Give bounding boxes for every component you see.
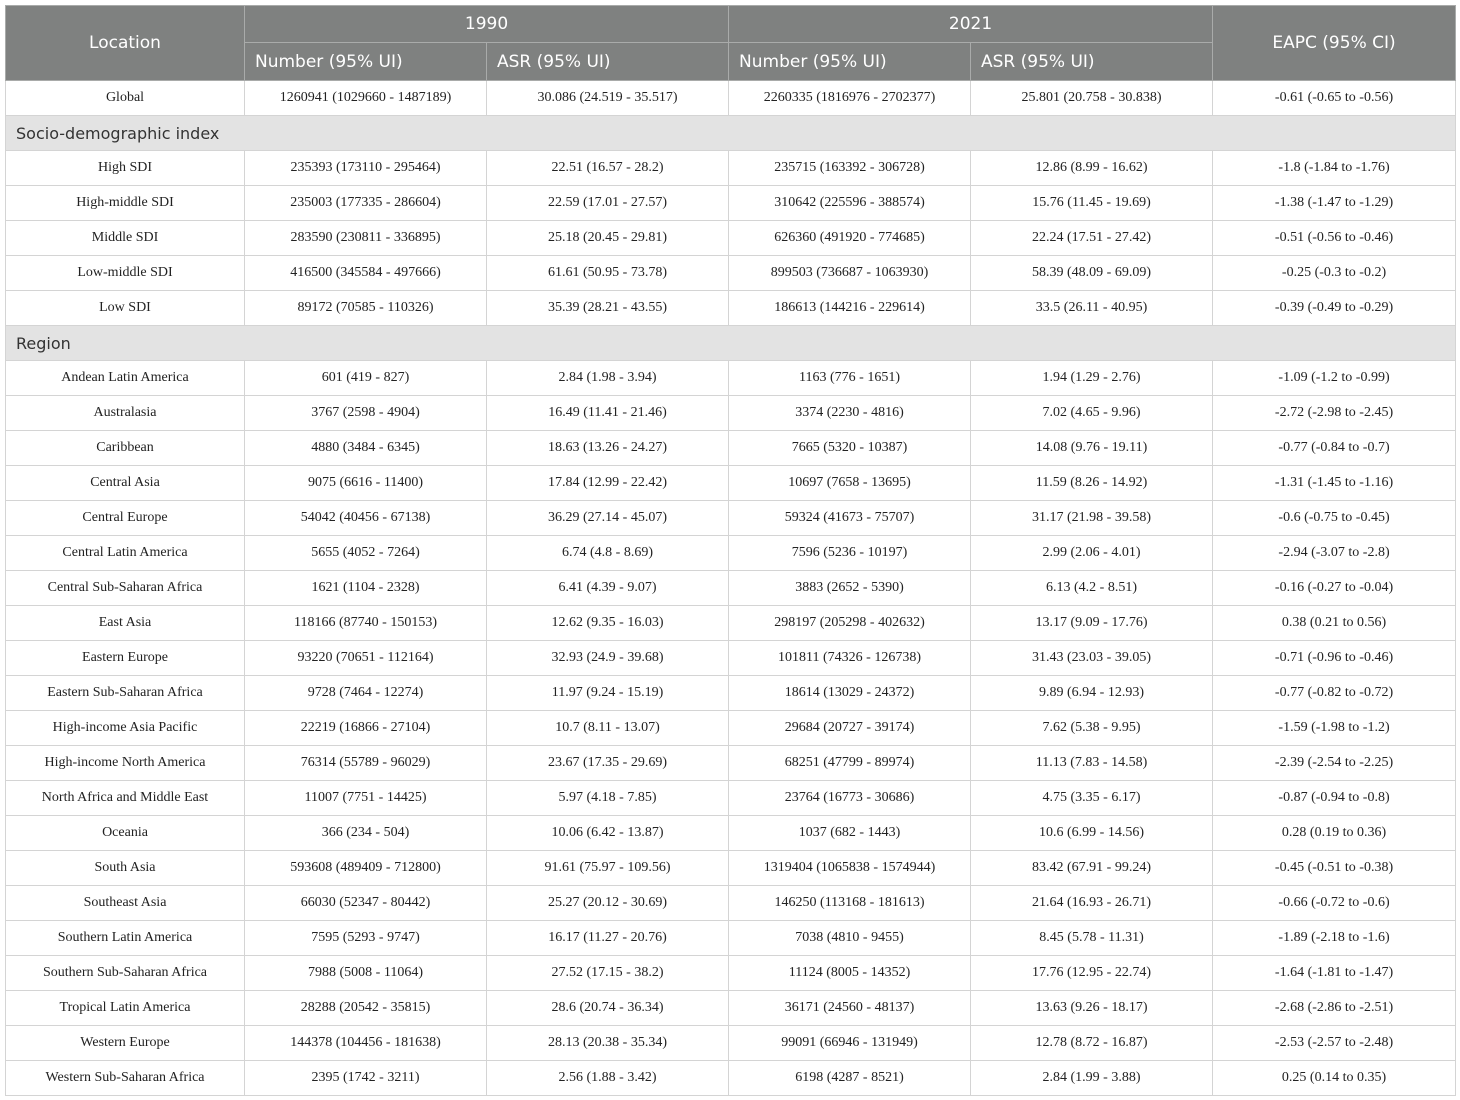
cell-number-2021: 146250 (113168 - 181613) xyxy=(729,886,971,921)
cell-location: Middle SDI xyxy=(6,221,245,256)
cell-asr-1990: 18.63 (13.26 - 24.27) xyxy=(487,431,729,466)
cell-eapc: -1.09 (-1.2 to -0.99) xyxy=(1213,361,1456,396)
cell-number-2021: 6198 (4287 - 8521) xyxy=(729,1061,971,1096)
cell-asr-1990: 11.97 (9.24 - 15.19) xyxy=(487,676,729,711)
cell-asr-1990: 16.17 (11.27 - 20.76) xyxy=(487,921,729,956)
cell-eapc: -0.71 (-0.96 to -0.46) xyxy=(1213,641,1456,676)
cell-number-1990: 22219 (16866 - 27104) xyxy=(245,711,487,746)
cell-number-2021: 1037 (682 - 1443) xyxy=(729,816,971,851)
cell-number-1990: 7595 (5293 - 9747) xyxy=(245,921,487,956)
cell-number-1990: 89172 (70585 - 110326) xyxy=(245,291,487,326)
cell-asr-2021: 14.08 (9.76 - 19.11) xyxy=(971,431,1213,466)
cell-asr-1990: 28.13 (20.38 - 35.34) xyxy=(487,1026,729,1061)
cell-asr-1990: 35.39 (28.21 - 43.55) xyxy=(487,291,729,326)
cell-location: Low-middle SDI xyxy=(6,256,245,291)
cell-asr-1990: 91.61 (75.97 - 109.56) xyxy=(487,851,729,886)
cell-location: Global xyxy=(6,81,245,116)
cell-location: Southern Latin America xyxy=(6,921,245,956)
cell-location: High-income Asia Pacific xyxy=(6,711,245,746)
section-row xyxy=(6,116,1456,151)
cell-number-1990: 235003 (177335 - 286604) xyxy=(245,186,487,221)
cell-location: Oceania xyxy=(6,816,245,851)
table-row xyxy=(6,396,1456,431)
cell-number-2021: 10697 (7658 - 13695) xyxy=(729,466,971,501)
table-row xyxy=(6,641,1456,676)
section-row xyxy=(6,326,1456,361)
cell-asr-1990: 2.84 (1.98 - 3.94) xyxy=(487,361,729,396)
cell-number-1990: 283590 (230811 - 336895) xyxy=(245,221,487,256)
cell-location: Tropical Latin America xyxy=(6,991,245,1026)
cell-location: Andean Latin America xyxy=(6,361,245,396)
cell-location: Australasia xyxy=(6,396,245,431)
table-row xyxy=(6,991,1456,1026)
header-location: Location xyxy=(6,6,245,81)
cell-asr-2021: 31.43 (23.03 - 39.05) xyxy=(971,641,1213,676)
cell-asr-1990: 12.62 (9.35 - 16.03) xyxy=(487,606,729,641)
cell-location: East Asia xyxy=(6,606,245,641)
cell-asr-2021: 6.13 (4.2 - 8.51) xyxy=(971,571,1213,606)
cell-number-2021: 1163 (776 - 1651) xyxy=(729,361,971,396)
cell-number-2021: 626360 (491920 - 774685) xyxy=(729,221,971,256)
cell-number-1990: 76314 (55789 - 96029) xyxy=(245,746,487,781)
table-row xyxy=(6,186,1456,221)
cell-eapc: -0.66 (-0.72 to -0.6) xyxy=(1213,886,1456,921)
cell-eapc: -0.77 (-0.84 to -0.7) xyxy=(1213,431,1456,466)
cell-eapc: -0.39 (-0.49 to -0.29) xyxy=(1213,291,1456,326)
cell-location: High-middle SDI xyxy=(6,186,245,221)
cell-location: Central Sub-Saharan Africa xyxy=(6,571,245,606)
cell-eapc: -2.72 (-2.98 to -2.45) xyxy=(1213,396,1456,431)
table-row xyxy=(6,676,1456,711)
cell-eapc: 0.28 (0.19 to 0.36) xyxy=(1213,816,1456,851)
cell-asr-1990: 22.51 (16.57 - 28.2) xyxy=(487,151,729,186)
cell-location: Eastern Europe xyxy=(6,641,245,676)
cell-asr-1990: 6.74 (4.8 - 8.69) xyxy=(487,536,729,571)
table-row xyxy=(6,886,1456,921)
cell-location: Eastern Sub-Saharan Africa xyxy=(6,676,245,711)
cell-asr-1990: 10.06 (6.42 - 13.87) xyxy=(487,816,729,851)
header-number-2021: Number (95% UI) xyxy=(729,43,971,81)
table-body xyxy=(6,81,1456,1096)
cell-number-2021: 235715 (163392 - 306728) xyxy=(729,151,971,186)
cell-asr-2021: 7.02 (4.65 - 9.96) xyxy=(971,396,1213,431)
cell-location: Caribbean xyxy=(6,431,245,466)
cell-eapc: 0.38 (0.21 to 0.56) xyxy=(1213,606,1456,641)
table-row xyxy=(6,956,1456,991)
cell-asr-2021: 12.86 (8.99 - 16.62) xyxy=(971,151,1213,186)
cell-number-2021: 23764 (16773 - 30686) xyxy=(729,781,971,816)
cell-number-1990: 118166 (87740 - 150153) xyxy=(245,606,487,641)
header-year-1990: 1990 xyxy=(245,6,729,43)
table-row xyxy=(6,571,1456,606)
cell-asr-1990: 32.93 (24.9 - 39.68) xyxy=(487,641,729,676)
cell-location: Southeast Asia xyxy=(6,886,245,921)
cell-number-1990: 366 (234 - 504) xyxy=(245,816,487,851)
cell-asr-1990: 2.56 (1.88 - 3.42) xyxy=(487,1061,729,1096)
table-row xyxy=(6,151,1456,186)
cell-asr-1990: 25.27 (20.12 - 30.69) xyxy=(487,886,729,921)
cell-asr-1990: 6.41 (4.39 - 9.07) xyxy=(487,571,729,606)
cell-eapc: -0.16 (-0.27 to -0.04) xyxy=(1213,571,1456,606)
cell-eapc: 0.25 (0.14 to 0.35) xyxy=(1213,1061,1456,1096)
cell-eapc: -0.77 (-0.82 to -0.72) xyxy=(1213,676,1456,711)
cell-asr-2021: 58.39 (48.09 - 69.09) xyxy=(971,256,1213,291)
header-asr-1990: ASR (95% UI) xyxy=(487,43,729,81)
cell-asr-2021: 83.42 (67.91 - 99.24) xyxy=(971,851,1213,886)
cell-location: South Asia xyxy=(6,851,245,886)
cell-number-2021: 3883 (2652 - 5390) xyxy=(729,571,971,606)
cell-number-1990: 4880 (3484 - 6345) xyxy=(245,431,487,466)
table-row xyxy=(6,501,1456,536)
cell-eapc: -1.8 (-1.84 to -1.76) xyxy=(1213,151,1456,186)
cell-asr-2021: 15.76 (11.45 - 19.69) xyxy=(971,186,1213,221)
cell-number-2021: 899503 (736687 - 1063930) xyxy=(729,256,971,291)
cell-asr-2021: 11.59 (8.26 - 14.92) xyxy=(971,466,1213,501)
header-number-1990: Number (95% UI) xyxy=(245,43,487,81)
cell-eapc: -0.25 (-0.3 to -0.2) xyxy=(1213,256,1456,291)
cell-number-1990: 144378 (104456 - 181638) xyxy=(245,1026,487,1061)
cell-asr-1990: 36.29 (27.14 - 45.07) xyxy=(487,501,729,536)
table-row xyxy=(6,606,1456,641)
cell-location: Central Europe xyxy=(6,501,245,536)
cell-asr-2021: 17.76 (12.95 - 22.74) xyxy=(971,956,1213,991)
table-container xyxy=(5,5,1455,1096)
cell-number-1990: 5655 (4052 - 7264) xyxy=(245,536,487,571)
section-label: Socio-demographic index xyxy=(6,116,1456,151)
table-row xyxy=(6,816,1456,851)
cell-location: Low SDI xyxy=(6,291,245,326)
cell-number-1990: 601 (419 - 827) xyxy=(245,361,487,396)
cell-eapc: -2.68 (-2.86 to -2.51) xyxy=(1213,991,1456,1026)
cell-location: Southern Sub-Saharan Africa xyxy=(6,956,245,991)
table-row xyxy=(6,711,1456,746)
cell-number-1990: 11007 (7751 - 14425) xyxy=(245,781,487,816)
cell-asr-1990: 5.97 (4.18 - 7.85) xyxy=(487,781,729,816)
cell-asr-2021: 10.6 (6.99 - 14.56) xyxy=(971,816,1213,851)
cell-asr-2021: 31.17 (21.98 - 39.58) xyxy=(971,501,1213,536)
cell-number-1990: 416500 (345584 - 497666) xyxy=(245,256,487,291)
table-row xyxy=(6,851,1456,886)
cell-number-1990: 3767 (2598 - 4904) xyxy=(245,396,487,431)
cell-eapc: -1.59 (-1.98 to -1.2) xyxy=(1213,711,1456,746)
cell-asr-2021: 4.75 (3.35 - 6.17) xyxy=(971,781,1213,816)
cell-eapc: -0.61 (-0.65 to -0.56) xyxy=(1213,81,1456,116)
cell-number-2021: 29684 (20727 - 39174) xyxy=(729,711,971,746)
cell-location: High SDI xyxy=(6,151,245,186)
cell-number-2021: 59324 (41673 - 75707) xyxy=(729,501,971,536)
cell-asr-1990: 10.7 (8.11 - 13.07) xyxy=(487,711,729,746)
cell-number-2021: 186613 (144216 - 229614) xyxy=(729,291,971,326)
table-row xyxy=(6,291,1456,326)
cell-asr-2021: 25.801 (20.758 - 30.838) xyxy=(971,81,1213,116)
cell-asr-1990: 16.49 (11.41 - 21.46) xyxy=(487,396,729,431)
cell-eapc: -0.87 (-0.94 to -0.8) xyxy=(1213,781,1456,816)
cell-eapc: -2.39 (-2.54 to -2.25) xyxy=(1213,746,1456,781)
cell-number-2021: 101811 (74326 - 126738) xyxy=(729,641,971,676)
table-row xyxy=(6,431,1456,466)
cell-number-2021: 99091 (66946 - 131949) xyxy=(729,1026,971,1061)
table-row xyxy=(6,536,1456,571)
cell-number-2021: 7596 (5236 - 10197) xyxy=(729,536,971,571)
cell-asr-2021: 7.62 (5.38 - 9.95) xyxy=(971,711,1213,746)
cell-number-2021: 1319404 (1065838 - 1574944) xyxy=(729,851,971,886)
cell-asr-1990: 27.52 (17.15 - 38.2) xyxy=(487,956,729,991)
cell-eapc: -0.51 (-0.56 to -0.46) xyxy=(1213,221,1456,256)
cell-asr-1990: 25.18 (20.45 - 29.81) xyxy=(487,221,729,256)
table-row xyxy=(6,746,1456,781)
cell-number-2021: 68251 (47799 - 89974) xyxy=(729,746,971,781)
cell-eapc: -1.64 (-1.81 to -1.47) xyxy=(1213,956,1456,991)
table-row xyxy=(6,1061,1456,1096)
cell-number-1990: 2395 (1742 - 3211) xyxy=(245,1061,487,1096)
table-row xyxy=(6,781,1456,816)
cell-eapc: -2.53 (-2.57 to -2.48) xyxy=(1213,1026,1456,1061)
cell-location: North Africa and Middle East xyxy=(6,781,245,816)
table-header xyxy=(6,6,1456,81)
cell-number-1990: 28288 (20542 - 35815) xyxy=(245,991,487,1026)
cell-number-1990: 7988 (5008 - 11064) xyxy=(245,956,487,991)
cell-number-1990: 1260941 (1029660 - 1487189) xyxy=(245,81,487,116)
cell-asr-2021: 11.13 (7.83 - 14.58) xyxy=(971,746,1213,781)
header-asr-2021: ASR (95% UI) xyxy=(971,43,1213,81)
cell-location: Western Europe xyxy=(6,1026,245,1061)
cell-eapc: -1.31 (-1.45 to -1.16) xyxy=(1213,466,1456,501)
header-year-2021: 2021 xyxy=(729,6,1213,43)
cell-location: Western Sub-Saharan Africa xyxy=(6,1061,245,1096)
cell-asr-2021: 2.99 (2.06 - 4.01) xyxy=(971,536,1213,571)
cell-eapc: -2.94 (-3.07 to -2.8) xyxy=(1213,536,1456,571)
cell-number-1990: 66030 (52347 - 80442) xyxy=(245,886,487,921)
cell-eapc: -1.38 (-1.47 to -1.29) xyxy=(1213,186,1456,221)
cell-number-1990: 235393 (173110 - 295464) xyxy=(245,151,487,186)
cell-number-2021: 7038 (4810 - 9455) xyxy=(729,921,971,956)
cell-asr-1990: 61.61 (50.95 - 73.78) xyxy=(487,256,729,291)
cell-number-1990: 1621 (1104 - 2328) xyxy=(245,571,487,606)
cell-number-2021: 298197 (205298 - 402632) xyxy=(729,606,971,641)
cell-number-2021: 11124 (8005 - 14352) xyxy=(729,956,971,991)
cell-number-2021: 7665 (5320 - 10387) xyxy=(729,431,971,466)
cell-asr-2021: 12.78 (8.72 - 16.87) xyxy=(971,1026,1213,1061)
cell-asr-2021: 9.89 (6.94 - 12.93) xyxy=(971,676,1213,711)
cell-location: High-income North America xyxy=(6,746,245,781)
cell-asr-1990: 30.086 (24.519 - 35.517) xyxy=(487,81,729,116)
cell-number-2021: 3374 (2230 - 4816) xyxy=(729,396,971,431)
data-table xyxy=(5,5,1456,1096)
table-row xyxy=(6,81,1456,116)
cell-eapc: -0.6 (-0.75 to -0.45) xyxy=(1213,501,1456,536)
cell-asr-2021: 33.5 (26.11 - 40.95) xyxy=(971,291,1213,326)
cell-number-1990: 9728 (7464 - 12274) xyxy=(245,676,487,711)
cell-number-1990: 593608 (489409 - 712800) xyxy=(245,851,487,886)
cell-number-2021: 18614 (13029 - 24372) xyxy=(729,676,971,711)
cell-eapc: -1.89 (-2.18 to -1.6) xyxy=(1213,921,1456,956)
cell-number-2021: 310642 (225596 - 388574) xyxy=(729,186,971,221)
header-eapc: EAPC (95% CI) xyxy=(1213,6,1456,81)
table-row xyxy=(6,361,1456,396)
table-row xyxy=(6,256,1456,291)
cell-asr-2021: 13.17 (9.09 - 17.76) xyxy=(971,606,1213,641)
cell-asr-2021: 22.24 (17.51 - 27.42) xyxy=(971,221,1213,256)
cell-asr-2021: 2.84 (1.99 - 3.88) xyxy=(971,1061,1213,1096)
cell-number-2021: 2260335 (1816976 - 2702377) xyxy=(729,81,971,116)
cell-number-1990: 54042 (40456 - 67138) xyxy=(245,501,487,536)
cell-asr-2021: 13.63 (9.26 - 18.17) xyxy=(971,991,1213,1026)
cell-location: Central Asia xyxy=(6,466,245,501)
cell-number-1990: 9075 (6616 - 11400) xyxy=(245,466,487,501)
cell-asr-1990: 23.67 (17.35 - 29.69) xyxy=(487,746,729,781)
table-row xyxy=(6,221,1456,256)
cell-number-1990: 93220 (70651 - 112164) xyxy=(245,641,487,676)
cell-asr-1990: 17.84 (12.99 - 22.42) xyxy=(487,466,729,501)
cell-location: Central Latin America xyxy=(6,536,245,571)
cell-asr-2021: 21.64 (16.93 - 26.71) xyxy=(971,886,1213,921)
cell-eapc: -0.45 (-0.51 to -0.38) xyxy=(1213,851,1456,886)
section-label: Region xyxy=(6,326,1456,361)
cell-asr-1990: 28.6 (20.74 - 36.34) xyxy=(487,991,729,1026)
table-row xyxy=(6,921,1456,956)
cell-asr-2021: 8.45 (5.78 - 11.31) xyxy=(971,921,1213,956)
cell-number-2021: 36171 (24560 - 48137) xyxy=(729,991,971,1026)
table-row xyxy=(6,1026,1456,1061)
cell-asr-1990: 22.59 (17.01 - 27.57) xyxy=(487,186,729,221)
table-row xyxy=(6,466,1456,501)
cell-asr-2021: 1.94 (1.29 - 2.76) xyxy=(971,361,1213,396)
